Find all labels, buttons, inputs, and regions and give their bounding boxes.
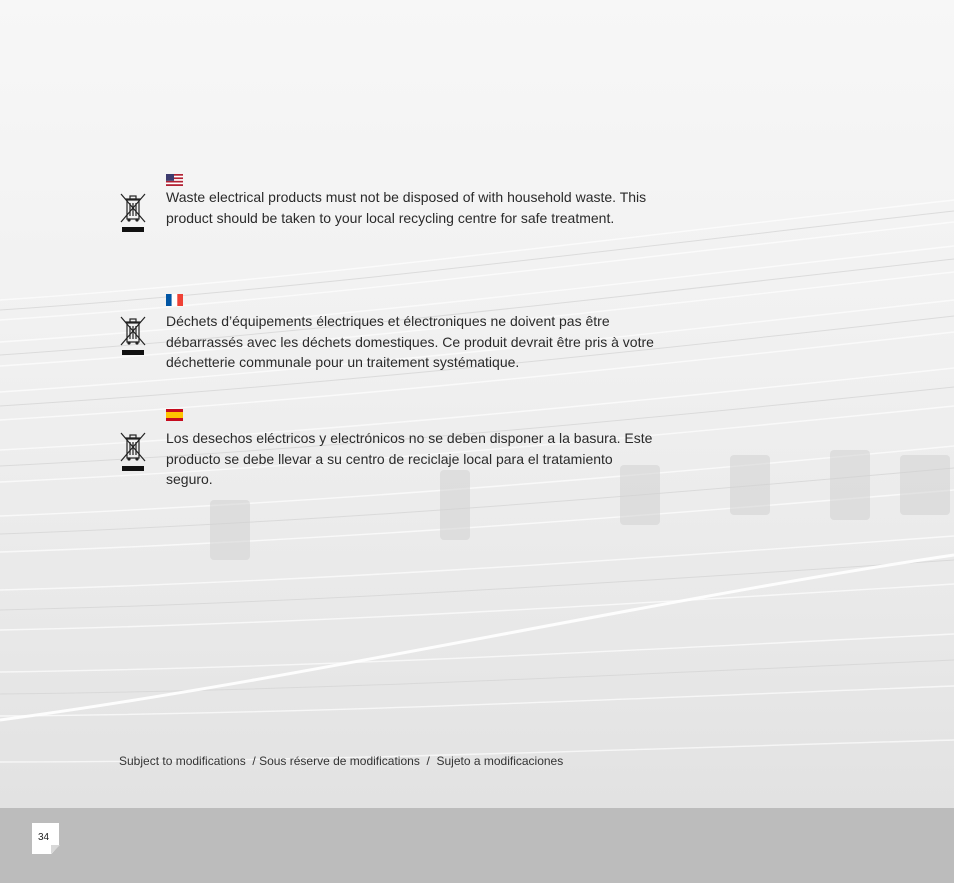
france-flag-icon	[166, 294, 183, 306]
spain-flag-icon	[166, 409, 183, 421]
weee-crossed-bin-icon	[118, 431, 148, 475]
us-flag-icon	[166, 174, 183, 186]
weee-crossed-bin-icon	[118, 315, 148, 359]
disposal-text-french: Déchets d’équipements électriques et électroniques ne doivent pas être débarrassés avec les déchets domestiques. Ce produit devrait être pris à votre déchetterie communale pour un traitement systématique.	[166, 313, 654, 370]
modifications-note: Subject to modifications / Sous réserve de modifications / Sujeto a modificaciones	[119, 754, 564, 768]
page-number: 34	[38, 832, 50, 843]
disposal-text-english: Waste electrical products must not be disposed of with household waste. This product should be taken to your local recycling centre for safe treatment.	[166, 189, 647, 226]
bottom-bar	[0, 808, 954, 883]
weee-crossed-bin-icon	[118, 192, 148, 236]
disposal-text-spanish: Los desechos eléctricos y electrónicos no se deben disponer a la basura. Este producto se debe llevar a su centro de reciclaje local para el tratamiento seguro.	[166, 430, 653, 487]
